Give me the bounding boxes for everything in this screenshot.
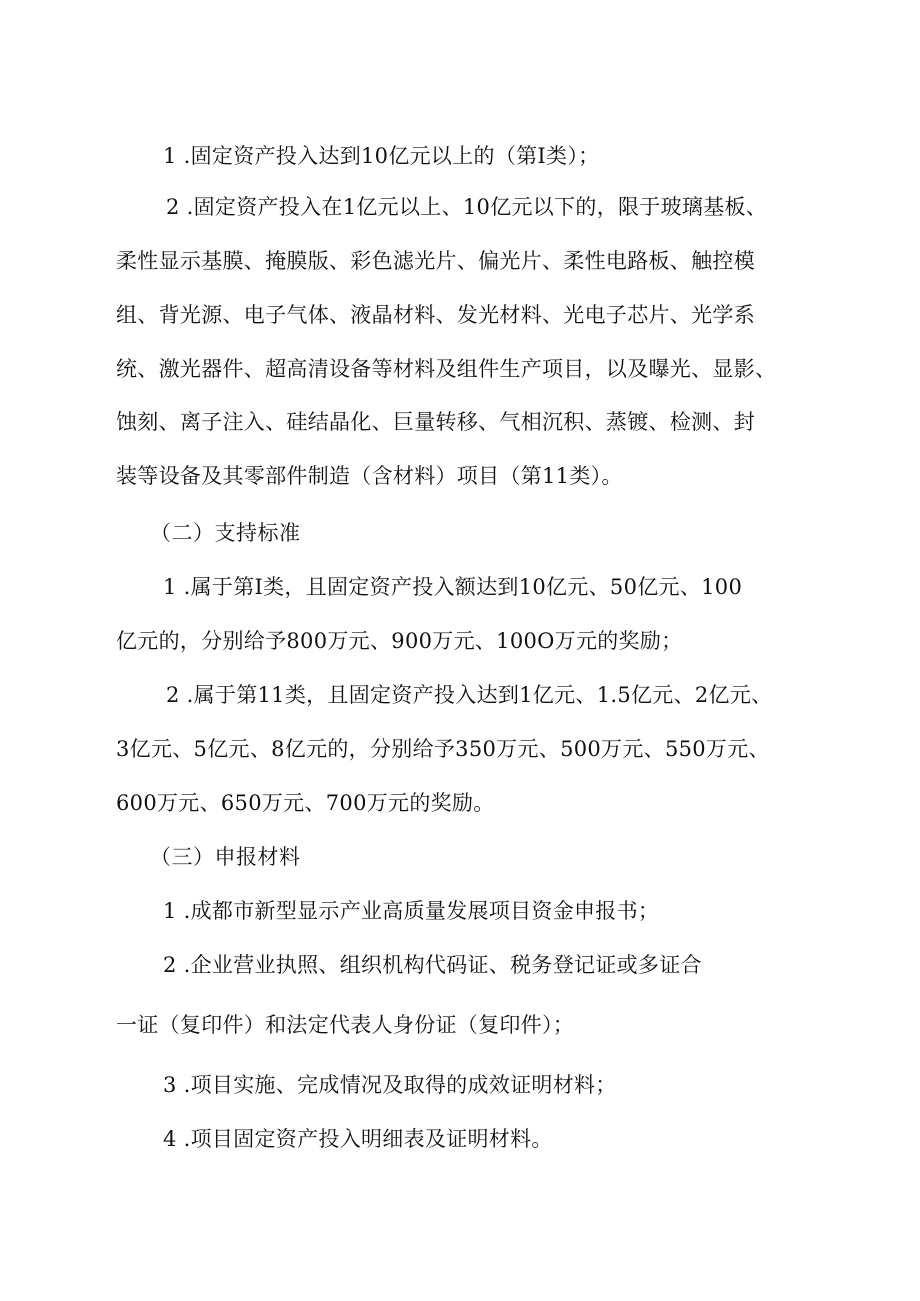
standard-item-2-line-1: 2 .属于第11类，且固定资产投入达到1亿元、1.5亿元、2亿元、 (166, 683, 773, 707)
standard-item-2-line-2: 3亿元、5亿元、8亿元的，分别给予350万元、500万元、550万元、 (116, 737, 770, 761)
material-item-4: 4 .项目固定资产投入明细表及证明材料。 (163, 1127, 553, 1151)
material-item-2-line-2: 一证（复印件）和法定代表人身份证（复印件）； (116, 1013, 575, 1037)
criteria-item-2-line-1: 2 .固定资产投入在1亿元以上、10亿元以下的，限于玻璃基板、 (166, 195, 768, 219)
criteria-item-1: 1 .固定资产投入达到10亿元以上的（第I类）； (163, 144, 600, 168)
material-item-3: 3 .项目实施、完成情况及取得的成效证明材料； (163, 1073, 617, 1097)
criteria-item-2-line-6: 装等设备及其零部件制造（含材料）项目（第11类）。 (116, 464, 623, 488)
section-3-heading: （三）申报材料 (150, 845, 301, 869)
criteria-item-2-line-3: 组、背光源、电子气体、液晶材料、发光材料、光电子芯片、光学系 (116, 303, 755, 327)
criteria-item-2-line-4: 统、激光器件、超高清设备等材料及组件生产项目，以及曝光、显影、 (116, 357, 777, 381)
material-item-2-line-1: 2 .企业营业执照、组织机构代码证、税务登记证或多证合 (163, 953, 702, 977)
standard-item-1-line-2: 亿元的，分别给予800万元、900万元、100O万元的奖励； (116, 629, 683, 653)
section-2-heading: （二）支持标准 (150, 521, 301, 545)
material-item-1: 1 .成都市新型显示产业高质量发展项目资金申报书； (163, 899, 660, 923)
criteria-item-2-line-5: 蚀刻、离子注入、硅结晶化、巨量转移、气相沉积、蒸镀、检测、封 (116, 410, 755, 434)
standard-item-1-line-1: 1 .属于第I类，且固定资产投入额达到10亿元、50亿元、100 (163, 575, 743, 599)
standard-item-2-line-3: 600万元、650万元、700万元的奖励。 (116, 791, 495, 815)
criteria-item-2-line-2: 柔性显示基膜、掩膜版、彩色滤光片、偏光片、柔性电路板、触控模 (116, 249, 755, 273)
